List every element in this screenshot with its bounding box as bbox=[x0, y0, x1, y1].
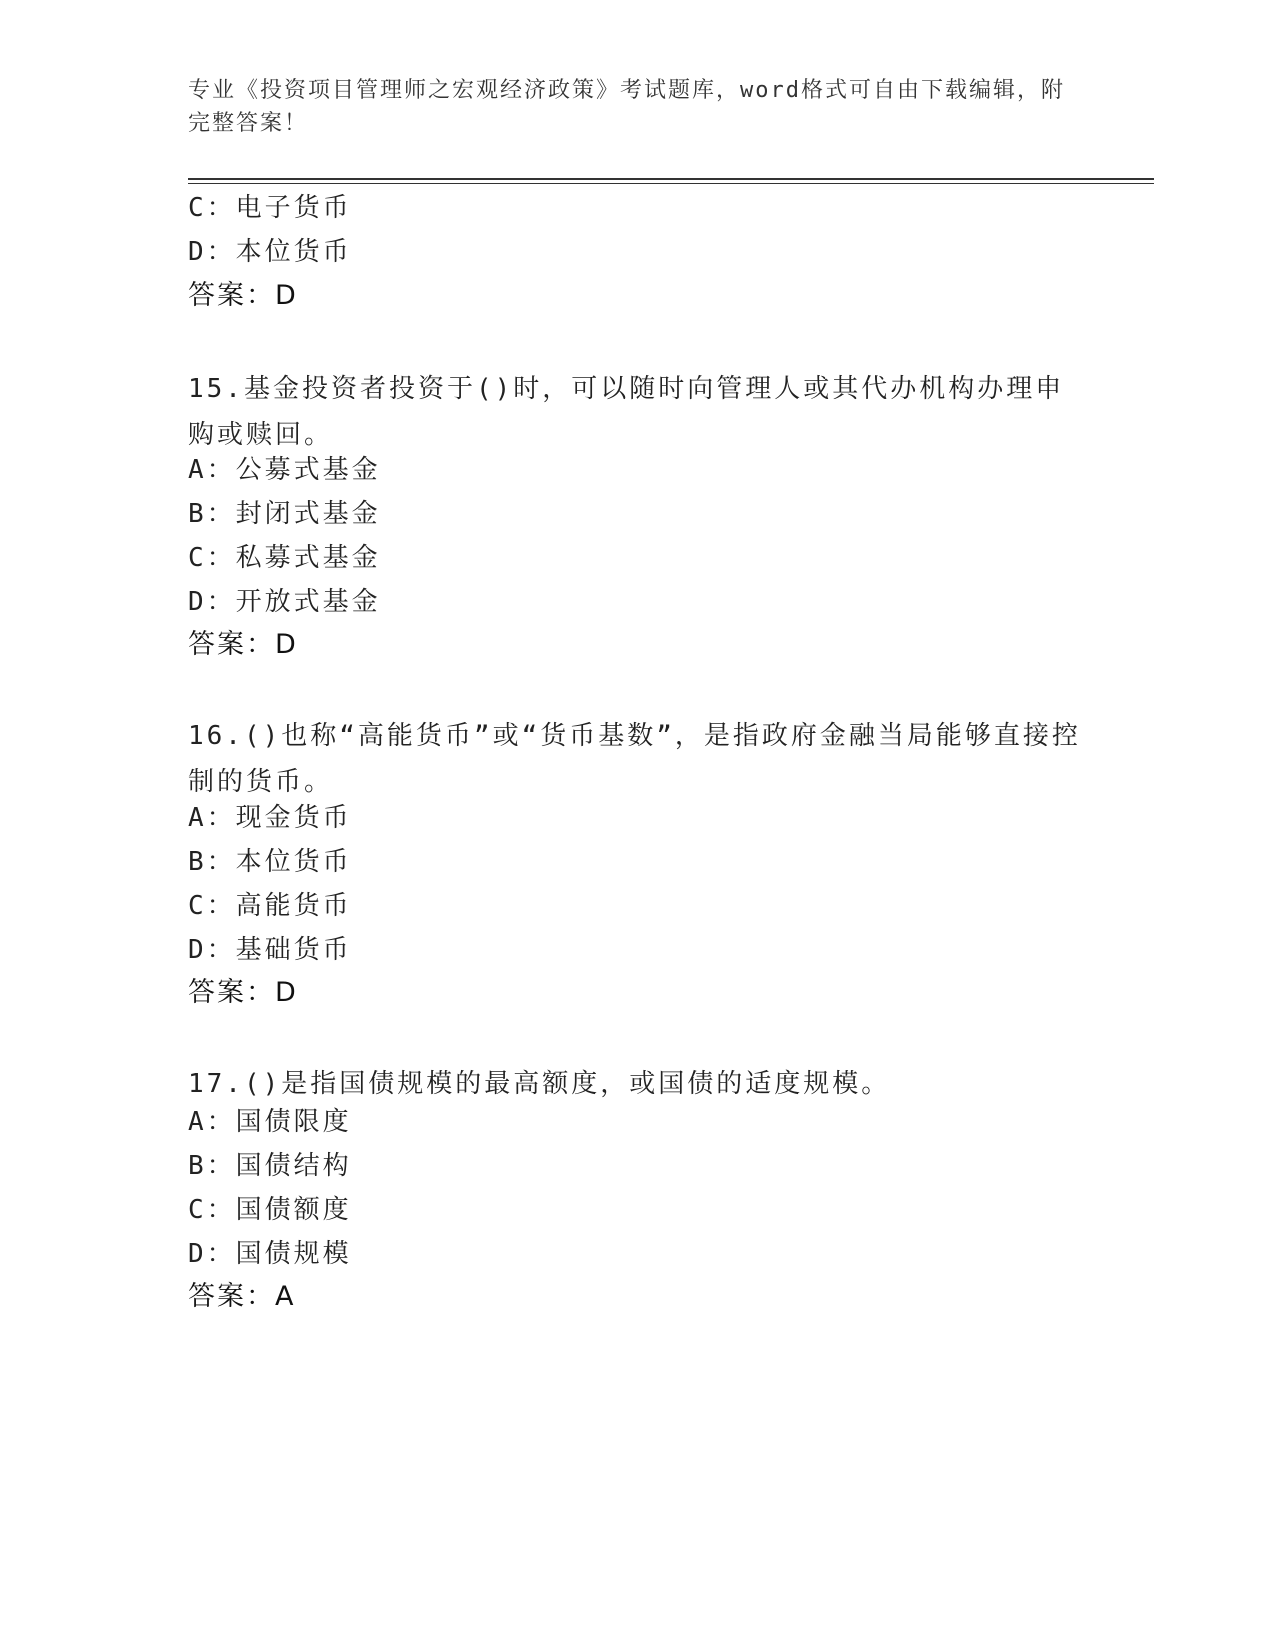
question-16-option-b: B：本位货币 bbox=[188, 847, 352, 877]
prev-answer: 答案：D bbox=[188, 280, 298, 311]
question-15-option-d: D：开放式基金 bbox=[188, 587, 381, 617]
question-17-answer: 答案：A bbox=[188, 1281, 296, 1312]
prev-option-c: C：电子货币 bbox=[188, 193, 352, 223]
question-17-option-c: C：国债额度 bbox=[188, 1195, 352, 1225]
question-15-option-c: C：私募式基金 bbox=[188, 543, 381, 573]
question-16-answer: 答案：D bbox=[188, 977, 298, 1008]
question-17-text: 17.()是指国债规模的最高额度，或国债的适度规模。 bbox=[188, 1069, 891, 1099]
question-16-option-a: A：现金货币 bbox=[188, 803, 352, 833]
question-17-option-a: A：国债限度 bbox=[188, 1107, 352, 1137]
question-15-answer: 答案：D bbox=[188, 629, 298, 660]
question-16-text: 16.()也称“高能货币”或“货币基数”，是指政府金融当局能够直接控制的货币。 bbox=[188, 721, 1081, 797]
question-17-option-b: B：国债结构 bbox=[188, 1151, 352, 1181]
question-15-text: 15.基金投资者投资于()时，可以随时向管理人或其代办机构办理申购或赎回。 bbox=[188, 374, 1065, 450]
prev-option-d: D：本位货币 bbox=[188, 237, 352, 267]
header-rule-thin bbox=[188, 183, 1154, 184]
question-16-option-d: D：基础货币 bbox=[188, 935, 352, 965]
header-rule-thick bbox=[188, 178, 1154, 180]
document-header: 专业《投资项目管理师之宏观经济政策》考试题库，word格式可自由下载编辑，附完整答案！ bbox=[188, 78, 1065, 136]
question-15-option-a: A：公募式基金 bbox=[188, 455, 381, 485]
question-15-option-b: B：封闭式基金 bbox=[188, 499, 381, 529]
question-16-option-c: C：高能货币 bbox=[188, 891, 352, 921]
question-17-option-d: D：国债规模 bbox=[188, 1239, 352, 1269]
